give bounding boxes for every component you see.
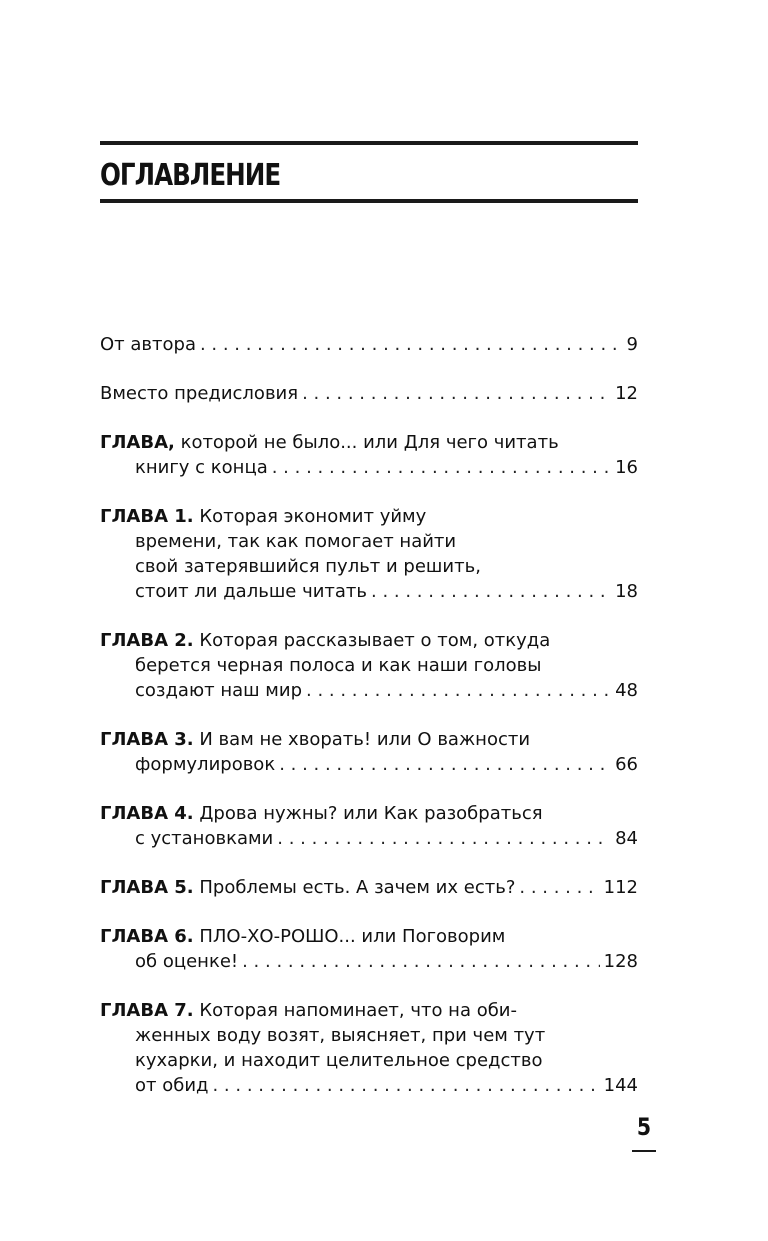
page-ref: 66	[615, 754, 638, 775]
chapter-title: Которая рассказывает о том, откуда	[193, 630, 551, 651]
toc-entry	[100, 727, 638, 777]
heading-bottom-rule	[100, 199, 638, 203]
table-of-contents	[100, 332, 638, 1122]
toc-entry-text	[135, 1025, 545, 1046]
chapter-title: от обид	[135, 1075, 209, 1096]
page-ref: 84	[615, 828, 638, 849]
toc-entry-text	[135, 678, 302, 703]
page-ref: 16	[615, 457, 638, 478]
toc-entry-text	[135, 655, 541, 676]
page-ref: 112	[603, 877, 638, 898]
dot-leader	[272, 455, 611, 480]
chapter-title: Которая напоминает, что на оби-	[193, 1000, 517, 1021]
toc-entry-line	[100, 628, 638, 653]
toc-entry-line	[100, 332, 638, 357]
toc-entry-text	[100, 381, 298, 406]
toc-heading: ОГЛАВЛЕНИЕ	[100, 158, 281, 193]
toc-entry-line	[100, 579, 638, 604]
toc-entry-line	[100, 653, 638, 678]
toc-entry	[100, 801, 638, 851]
toc-entry-text	[100, 1000, 517, 1021]
dot-leader	[371, 579, 611, 604]
chapter-title: Которая экономит уйму	[193, 506, 427, 527]
chapter-label: ГЛАВА 1.	[100, 506, 194, 527]
chapter-title: берется черная полоса и как наши головы	[135, 655, 542, 676]
dot-leader	[200, 332, 623, 357]
page-ref: 9	[626, 334, 638, 355]
chapter-title: Проблемы есть. А зачем их есть?	[193, 877, 516, 898]
toc-entry-line	[100, 1048, 638, 1073]
toc-entry	[100, 628, 638, 703]
toc-entry-text	[135, 579, 367, 604]
dot-leader	[242, 949, 600, 974]
toc-entry	[100, 332, 638, 357]
toc-entry	[100, 430, 638, 480]
toc-entry-line	[100, 529, 638, 554]
toc-entry	[100, 875, 638, 900]
dot-leader	[302, 381, 611, 406]
chapter-title: кухарки, и находит целительное средство	[135, 1050, 543, 1071]
toc-entry-line	[100, 826, 638, 851]
chapter-title: времени, так как помогает найти	[135, 531, 457, 552]
toc-entry-text	[100, 630, 550, 651]
toc-entry-line	[100, 924, 638, 949]
toc-entry-line	[100, 752, 638, 777]
toc-entry-text	[100, 506, 426, 527]
toc-entry	[100, 998, 638, 1098]
toc-entry-text	[100, 875, 515, 900]
page-ref: 12	[615, 383, 638, 404]
toc-entry-line	[100, 430, 638, 455]
toc-entry-line	[100, 801, 638, 826]
toc-entry-text	[135, 752, 275, 777]
toc-entry-line	[100, 727, 638, 752]
toc-entry-line	[100, 949, 638, 974]
chapter-title: И вам не хворать! или О важности	[193, 729, 531, 750]
toc-entry-text	[135, 531, 456, 552]
toc-entry-line	[100, 554, 638, 579]
page-number-rule	[632, 1150, 656, 1152]
chapter-title: стоит ли дальше читать	[135, 581, 368, 602]
chapter-title: От автора	[100, 334, 196, 355]
page-number: 5	[636, 1113, 652, 1141]
toc-entry-text	[100, 803, 543, 824]
toc-entry-text	[100, 332, 196, 357]
chapter-title: Дрова нужны? или Как разобраться	[193, 803, 543, 824]
page-ref: 18	[615, 581, 638, 602]
dot-leader	[212, 1073, 599, 1098]
chapter-title: женных воду возят, выясняет, при чем тут	[135, 1025, 546, 1046]
chapter-title: ПЛО-ХО-РОШО... или Поговорим	[193, 926, 506, 947]
chapter-label: ГЛАВА 6.	[100, 926, 194, 947]
chapter-title: формулировок	[135, 754, 276, 775]
toc-entry-text	[135, 455, 268, 480]
toc-entry-text	[135, 1073, 208, 1098]
toc-entry-line	[100, 504, 638, 529]
chapter-label: ГЛАВА,	[100, 432, 175, 453]
toc-entry-line	[100, 678, 638, 703]
chapter-label: ГЛАВА 3.	[100, 729, 194, 750]
chapter-label: ГЛАВА 4.	[100, 803, 194, 824]
chapter-title: которой не было... или Для чего читать	[174, 432, 559, 453]
chapter-label: ГЛАВА 5.	[100, 877, 194, 898]
toc-entry-text	[135, 556, 481, 577]
heading-top-rule	[100, 141, 638, 145]
toc-entry-text	[100, 926, 505, 947]
toc-entry-text	[135, 949, 238, 974]
page-ref: 128	[603, 951, 638, 972]
chapter-title: создают наш мир	[135, 680, 303, 701]
chapter-title: об оценке!	[135, 951, 239, 972]
dot-leader	[279, 752, 611, 777]
toc-entry-text	[135, 1050, 543, 1071]
toc-entry-line	[100, 875, 638, 900]
chapter-label: ГЛАВА 2.	[100, 630, 194, 651]
toc-entry-line	[100, 455, 638, 480]
chapter-title: свой затерявшийся пульт и решить,	[135, 556, 481, 577]
dot-leader	[519, 875, 599, 900]
dot-leader	[306, 678, 611, 703]
dot-leader	[277, 826, 611, 851]
page-ref: 48	[615, 680, 638, 701]
chapter-title: Вместо предисловия	[100, 383, 299, 404]
chapter-title: книгу с конца	[135, 457, 268, 478]
toc-entry-line	[100, 998, 638, 1023]
chapter-label: ГЛАВА 7.	[100, 1000, 194, 1021]
toc-entry-line	[100, 1073, 638, 1098]
chapter-title: с установками	[135, 828, 274, 849]
toc-entry-line	[100, 381, 638, 406]
toc-entry-text	[135, 826, 273, 851]
toc-entry	[100, 381, 638, 406]
toc-entry-text	[100, 729, 530, 750]
toc-entry-text	[100, 432, 559, 453]
page-ref: 144	[603, 1075, 638, 1096]
toc-entry-line	[100, 1023, 638, 1048]
toc-entry	[100, 504, 638, 604]
toc-entry	[100, 924, 638, 974]
